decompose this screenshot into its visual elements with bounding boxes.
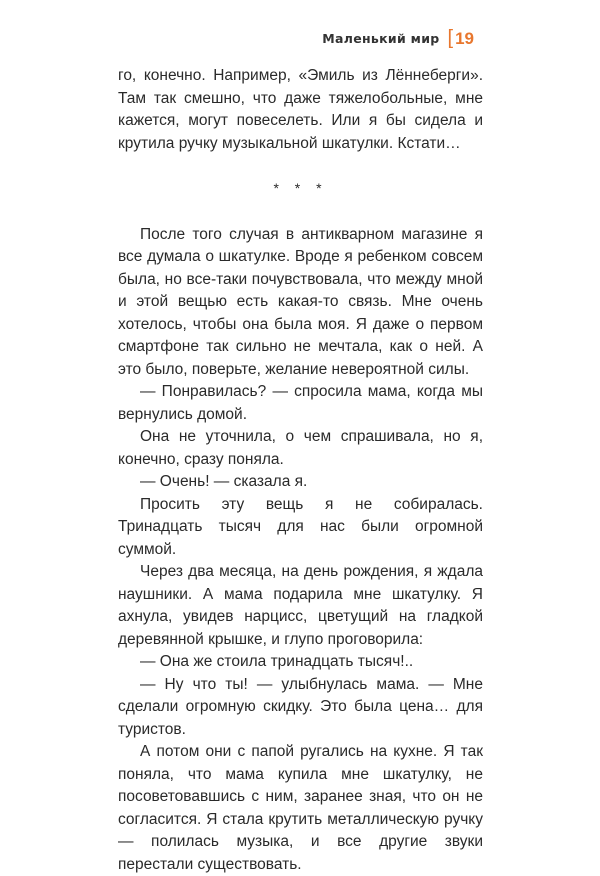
paragraph: — Очень! — сказала я. [140,473,308,490]
paragraph: — Она же стоила тринадцать тысяч!.. [140,653,414,670]
paragraph: А потом они с папой ругались на кухне. Я так поняла, что мама купила мне шкатулку, не посоветовавшись с ним, заранее зная, что он не согласится. Я стала крутить металлическую ручку — полилась музыка, и все другие звуки перестали существовать. [118,743,483,873]
paragraph-continued: го, конечно. Например, «Эмиль из Лённеберги». Там так смешно, что даже тяжелобольные, мне кажется, могут повеселеть. Или я бы сидела и крутила ручку музыкальной шкатулки. Кстати… [118,67,483,152]
page-number: 19 [455,28,474,48]
running-header [322,28,474,48]
paragraph: — Ну что ты! — улыбнулась мама. — Мне сделали огромную скидку. Это была цена… для туристов. [118,675,483,738]
running-title: Маленький мир [322,30,440,46]
paragraph: Через два месяца, на день рождения, я ждала наушники. А мама подарила мне шкатулку. Я ахнула, увидев нарцисс, цветущий на гладкой деревянной крышке, и глупо проговорила: [118,563,483,648]
page-body [118,65,483,876]
paragraph: После того случая в антикварном магазине я все думала о шкатулке. Вроде я ребенком совсем была, но все-таки почувствовала, что между мной и этой вещью есть какая-то связь. Мне очень хотелось, чтобы она была моя. Я даже о первом смартфоне так сильно не мечтала, как о ней. А это было, поверьте, желание невероятной силы. [118,225,483,378]
section-separator: * * * [273,180,328,196]
paragraph: — Понравилась? — спросила мама, когда мы вернулись домой. [118,383,483,423]
paragraph: Она не уточнила, о чем спрашивала, но я, конечно, сразу поняла. [118,428,483,468]
paragraph: Просить эту вещь я не собиралась. Тринадцать тысяч для нас были огромной суммой. [118,495,483,558]
page-number-bracket: [ [447,27,454,49]
